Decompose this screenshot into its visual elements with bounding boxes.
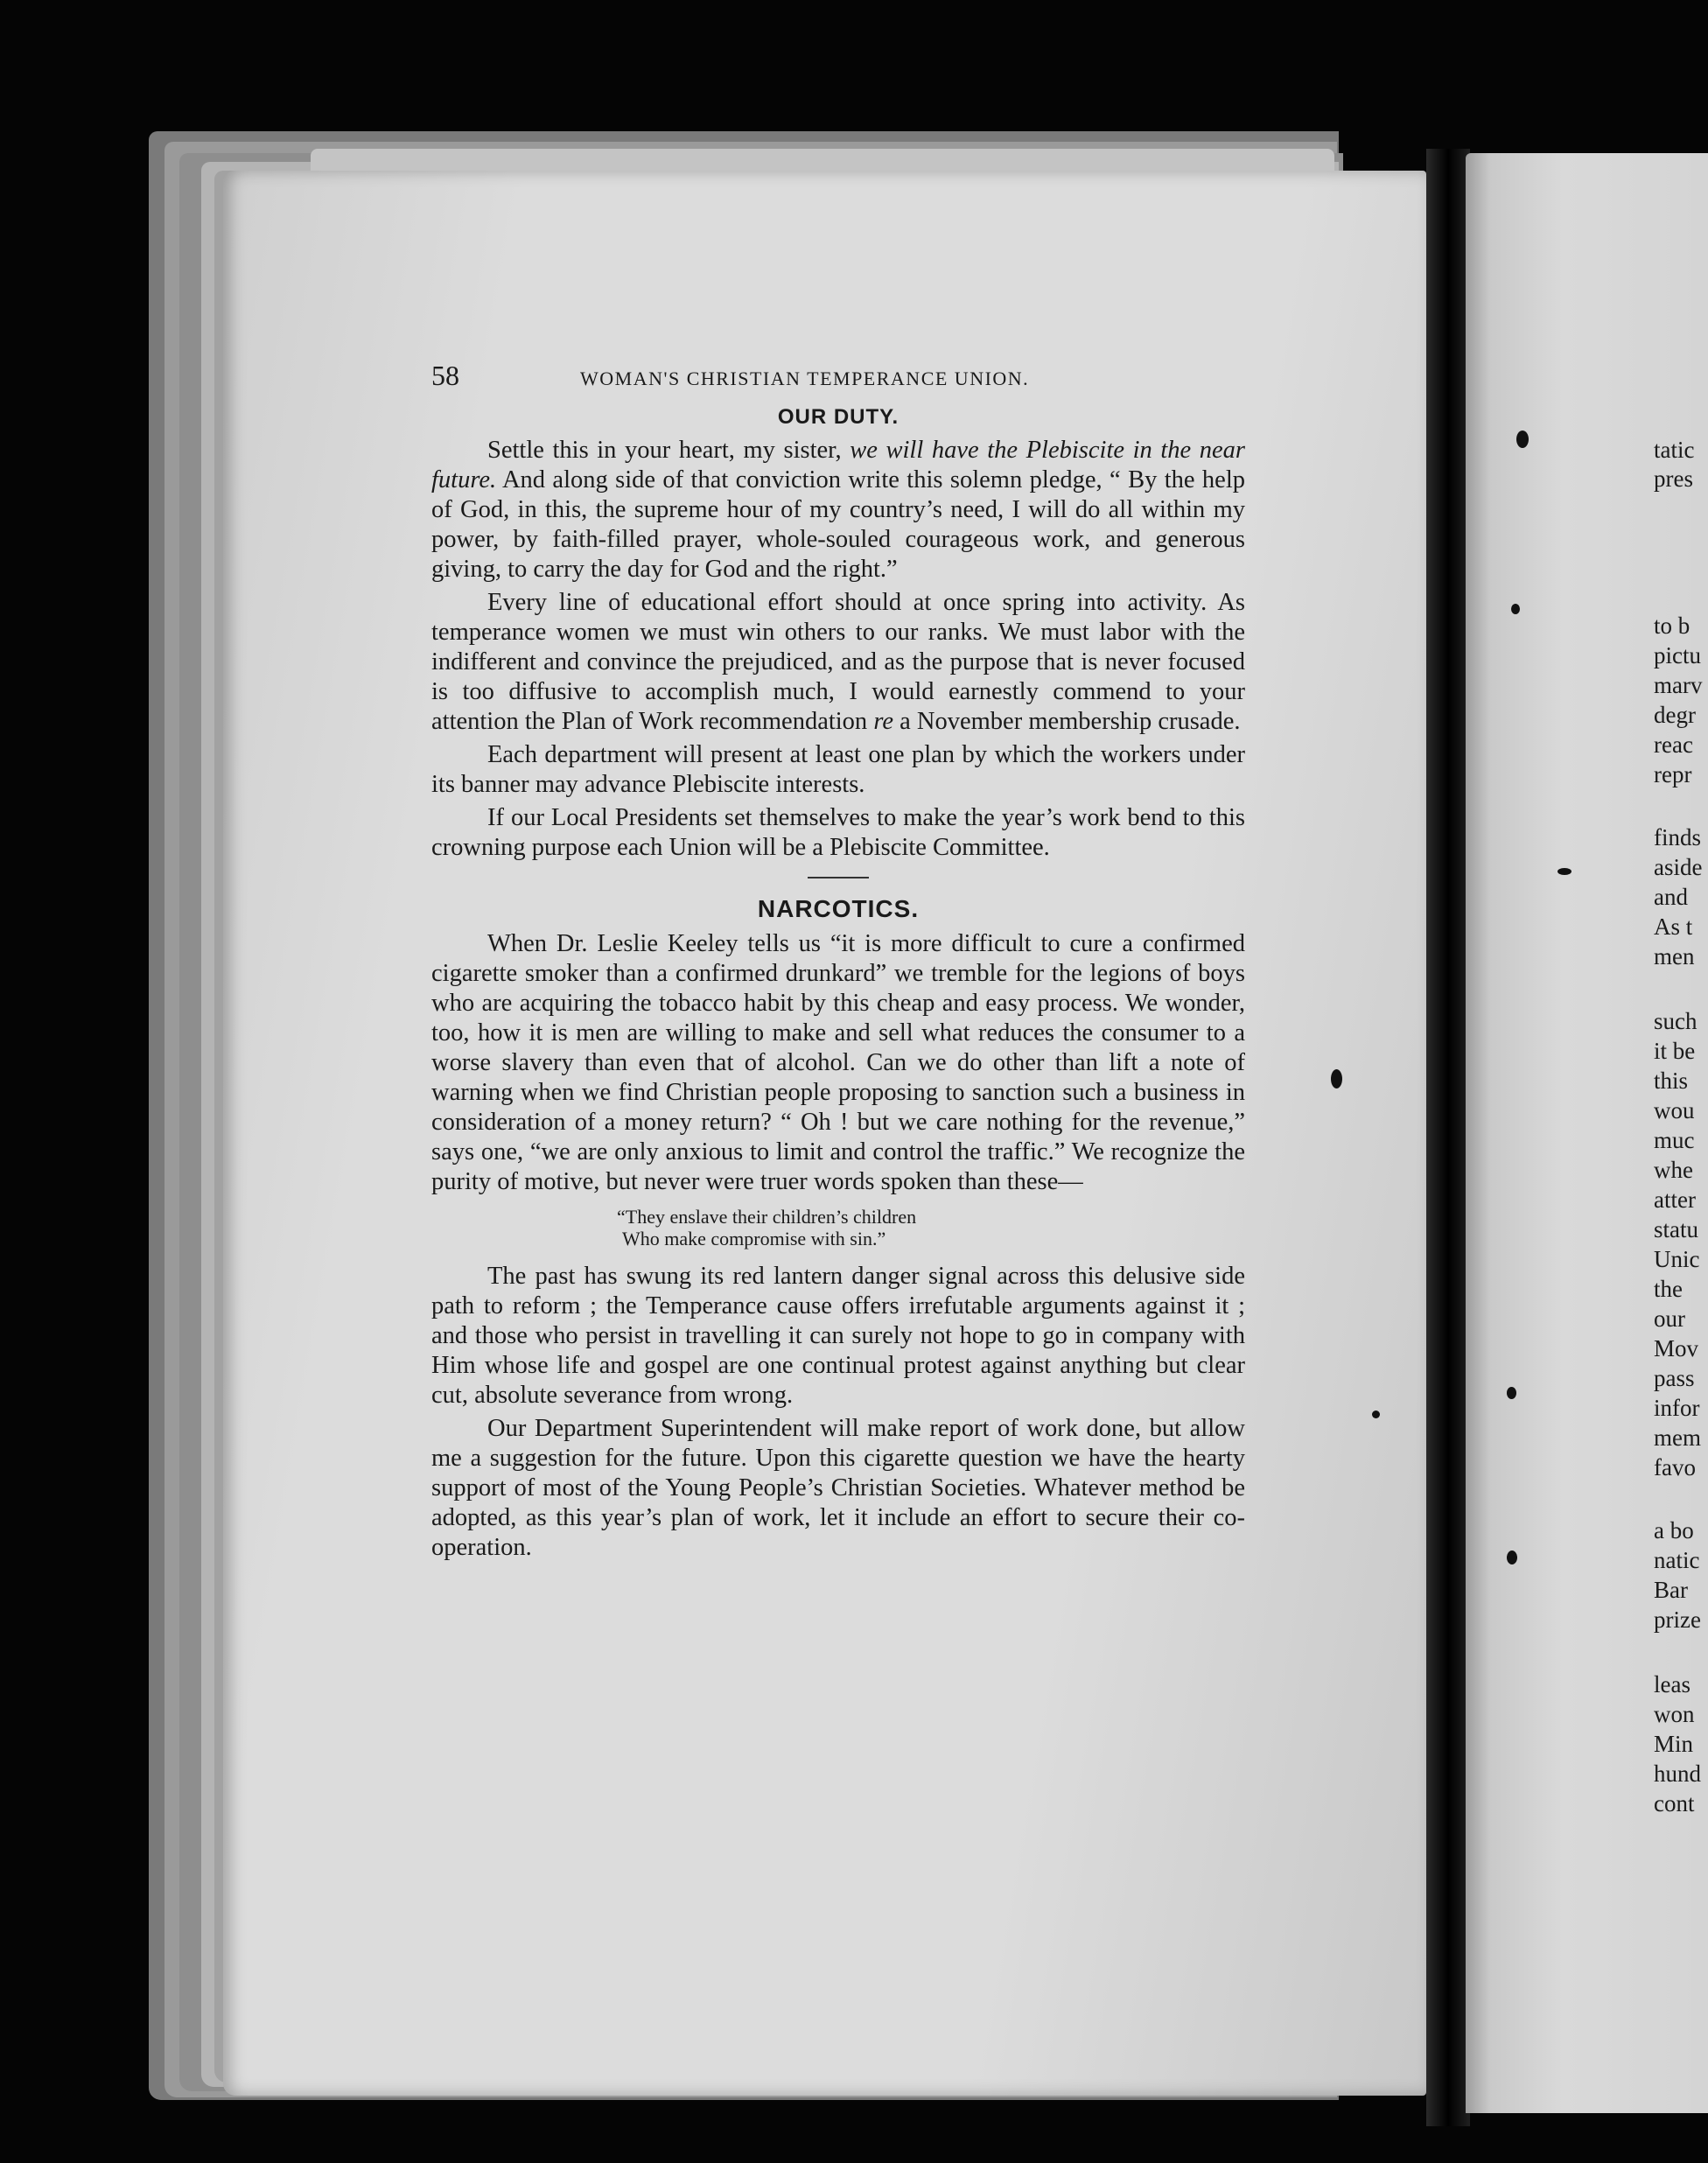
text-fragment: marv [1654, 672, 1703, 698]
ink-spot [1331, 1069, 1342, 1088]
text-fragment: aside [1654, 854, 1703, 880]
text-fragment: pres [1654, 466, 1693, 492]
running-head: WOMAN'S CHRISTIAN TEMPERANCE UNION. [580, 368, 1030, 389]
verse-line: “They enslave their children’s children [617, 1206, 917, 1228]
text-fragment: degr [1654, 702, 1696, 728]
text-fragment: As t [1654, 914, 1693, 940]
text-fragment: prize [1654, 1606, 1701, 1633]
text-fragment: reac [1654, 732, 1693, 758]
paragraph: Every line of educational effort should at once spring into activity. As temperance women we must win others to our ranks. We must labor with the indifferent and convince the prejudiced, and as the purpose that is never focused is too diffusive to accomplish much, I would earnestly commend to your attention the Plan of Work recommendation re a November membership crusade. [431, 589, 1245, 735]
text-fragment: statu [1654, 1216, 1698, 1242]
page-number: 58 [431, 360, 459, 391]
paragraph: If our Local Presidents set themselves to make the year’s work bend to this crowning purpose each Union will be a Plebiscite Committee. [431, 804, 1245, 861]
ink-spot [1507, 1550, 1517, 1564]
ink-spot [1372, 1410, 1380, 1418]
ink-spot [1558, 868, 1572, 875]
text-fragment: atter [1654, 1186, 1696, 1213]
text-fragment: wou [1654, 1097, 1695, 1124]
text-fragment: Bar [1654, 1577, 1688, 1603]
text-fragment: finds [1654, 824, 1701, 850]
text-fragment: it be [1654, 1038, 1696, 1064]
text-fragment: cont [1654, 1790, 1695, 1816]
section-heading-narcotics: NARCOTICS. [757, 895, 920, 922]
paragraph: Our Department Superintendent will make report of work done, but allow me a suggestion for the future. Upon this cigarette question we have the hearty support of most of the Young People’s Christian Societies. Whatever method be adopted, as this year’s plan of work, let it include an effort to secure their co-operation. [431, 1415, 1245, 1561]
text-fragment: this [1654, 1068, 1689, 1094]
text-fragment: muc [1654, 1127, 1695, 1153]
text-fragment: to b [1654, 612, 1690, 639]
text-fragment: a bo [1654, 1517, 1694, 1544]
text-fragment: such [1654, 1008, 1698, 1034]
text-fragment: pictu [1654, 642, 1701, 668]
text-fragment: leas [1654, 1671, 1690, 1698]
text-fragment: repr [1654, 761, 1692, 788]
text-fragment: pass [1654, 1365, 1695, 1391]
text-fragment: favo [1654, 1454, 1696, 1480]
text-fragment: Mov [1654, 1335, 1699, 1362]
text-fragment: won [1654, 1701, 1695, 1727]
ink-spot [1507, 1387, 1516, 1399]
text-fragment: the [1654, 1276, 1683, 1302]
section-divider [808, 877, 869, 878]
section-heading-our-duty: OUR DUTY. [777, 405, 900, 429]
text-fragment: men [1654, 943, 1695, 970]
page-text [431, 360, 1245, 1566]
text-fragment: Unic [1654, 1246, 1700, 1272]
page-header [431, 360, 1245, 394]
text-fragment: Min [1654, 1731, 1694, 1757]
text-fragment: natic [1654, 1547, 1700, 1573]
text-fragment: our [1654, 1306, 1685, 1332]
book-gutter [1426, 149, 1470, 2126]
emphasis: we will have the Plebiscite in the near future. [431, 437, 1245, 494]
verse-quotation [617, 1206, 1245, 1250]
verse-line: Who make compromise with sin.” [622, 1228, 886, 1250]
paragraph: Settle this in your heart, my sister, we will have the Plebiscite in the near future. And along side of that conviction write this solemn pledge, “ By the help of God, in this, the supreme hour of my country’s need, I will do all within my power, by faith-filled prayer, whole-souled courageous work, and generous giving, to carry the day for God and the right.” [431, 437, 1245, 583]
text-fragment: whe [1654, 1157, 1693, 1183]
paragraph: Each department will present at least one plan by which the workers under its banner may advance Plebiscite interests. [431, 741, 1245, 798]
text-fragment: infor [1654, 1395, 1700, 1421]
text-fragment: and [1654, 884, 1688, 910]
text-fragment: mem [1654, 1424, 1701, 1451]
text-fragment: hund [1654, 1760, 1701, 1787]
text-fragment: tatic [1654, 437, 1695, 463]
paragraph: The past has swung its red lantern danger signal across this delusive side path to reform ; the Temperance cause offers irrefutable arguments against it ; and those who persist in travelling it can surely not hope to go in company with Him whose life and gospel are one continual protest against anything but clear cut, absolute severance from wrong. [431, 1263, 1245, 1409]
ink-spot [1516, 430, 1529, 448]
emphasis: re [873, 708, 893, 735]
paragraph: When Dr. Leslie Keeley tells us “it is more difficult to cure a confirmed cigarette smoker than a confirmed drunkard” we tremble for the legions of boys who are acquiring the tobacco habit by this cheap and easy process. We wonder, too, how it is men are willing to make and sell what reduces the consumer to a worse slavery than even that of alcohol. Can we do other than lift a note of warning when we find Christian people proposing to sanction such a business in consideration of a money return? “ Oh ! but we care nothing for the revenue,” says one, “we are only anxious to limit and control the traffic.” We recognize the purity of motive, but never were truer words spoken than these— [431, 930, 1245, 1195]
ink-spot [1511, 604, 1520, 614]
